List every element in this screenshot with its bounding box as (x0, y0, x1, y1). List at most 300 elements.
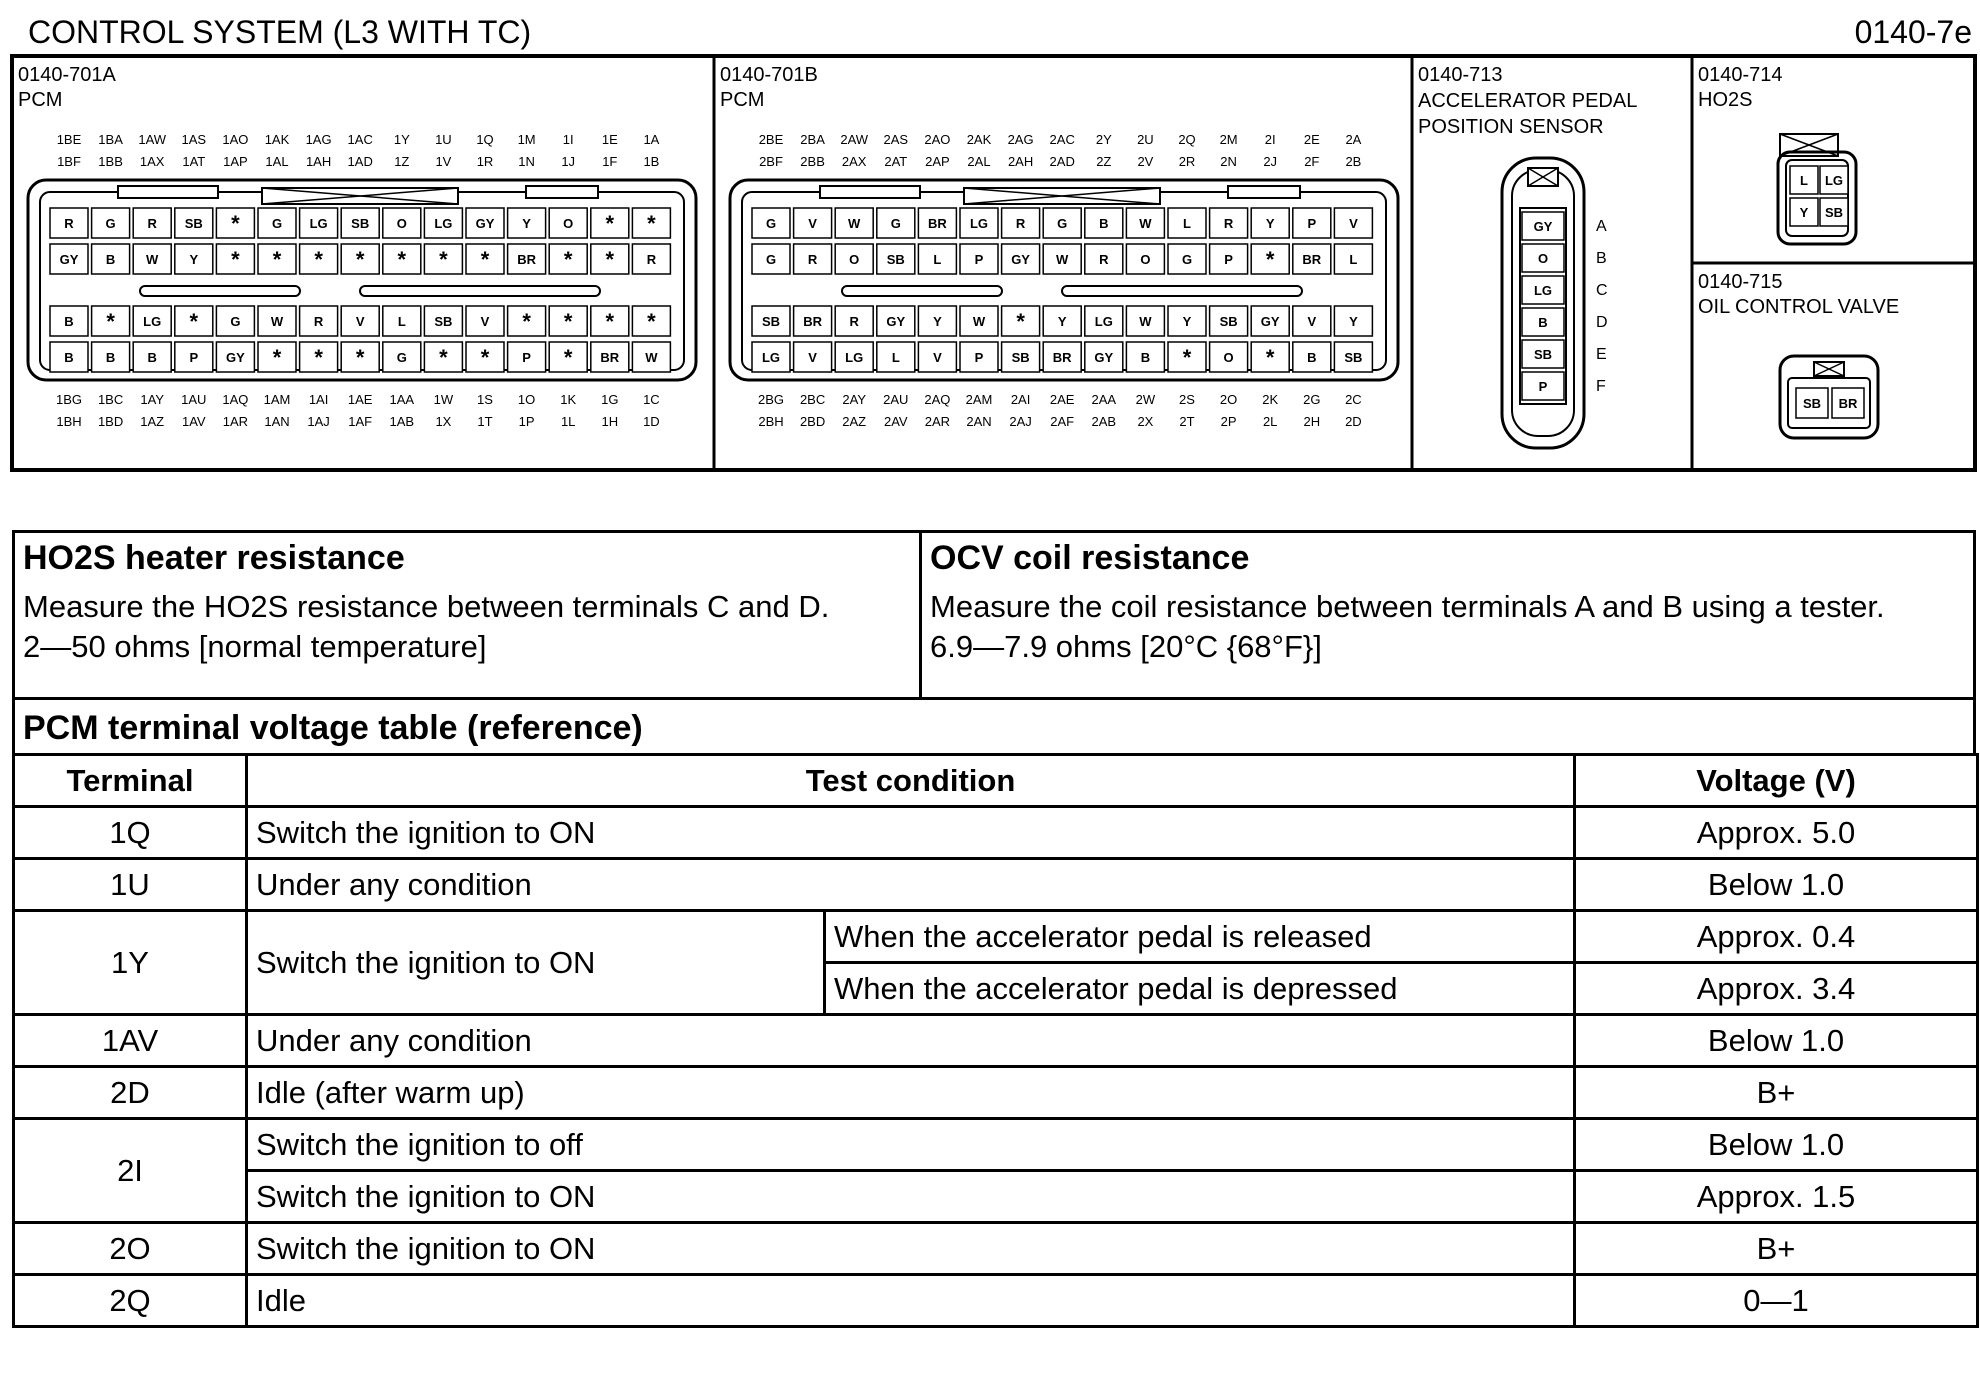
table-row (14, 859, 1978, 911)
ocv-info-line1: Measure the coil resistance between terminals A and B using a tester. (930, 589, 1885, 624)
pin-color-label: R (1099, 252, 1109, 267)
pin-color-label: LG (309, 216, 328, 231)
terminal-label: 1BE (56, 132, 82, 147)
pcm-a-name: PCM (18, 89, 63, 111)
voltage-table-title-box (12, 697, 1976, 756)
pin-color-label: G (1181, 252, 1193, 267)
pin-color-label: LG (1094, 314, 1113, 329)
condition-cell: Switch the ignition to ON (247, 807, 1575, 859)
pin-color-label: * (1182, 345, 1192, 370)
condition-cell: Switch the ignition to ON (247, 1223, 1575, 1275)
pin-color-label: * (1265, 345, 1275, 370)
pin-color-label: B (105, 350, 116, 365)
terminal-label: 2AS (883, 132, 909, 147)
terminal-label: 2D (1345, 414, 1362, 429)
condition-cell: Idle (247, 1275, 1575, 1327)
terminal-label: 2AI (1010, 392, 1031, 407)
pin-color-label: * (272, 345, 282, 370)
terminal-label: 1F (602, 154, 618, 169)
terminal-label: 2AD (1049, 154, 1075, 169)
pin-letter-label: D (1596, 314, 1608, 331)
voltage-cell: Approx. 1.5 (1575, 1171, 1978, 1223)
ocv-info-line2: 6.9—7.9 ohms [20°C {68°F}] (930, 629, 1322, 664)
terminal-label: 1AV (181, 414, 206, 429)
pin-color-label: O (1140, 252, 1151, 267)
terminal-label: 2AV (883, 414, 908, 429)
pin-color-label: O (563, 216, 574, 231)
pin-color-label: P (974, 350, 984, 365)
terminal-label: 2U (1137, 132, 1154, 147)
terminal-label: 2BC (799, 392, 826, 407)
terminal-label: 1BC (97, 392, 124, 407)
terminal-label: 1BA (98, 132, 123, 147)
terminal-label: 1AN (264, 414, 290, 429)
terminal-label: 1AP (223, 154, 248, 169)
pin-color-label: GY (1533, 219, 1553, 234)
page-title: CONTROL SYSTEM (L3 WITH TC) (28, 14, 532, 50)
pin-color-label: LG (845, 350, 864, 365)
terminal-label: 2H (1303, 414, 1321, 429)
terminal-label: 2E (1303, 132, 1320, 147)
terminal-label: 2Y (1095, 132, 1112, 147)
pin-color-label: * (563, 309, 573, 334)
col-terminal: Terminal (14, 755, 247, 807)
terminal-label: 1AT (182, 154, 206, 169)
pin-color-label: Y (933, 314, 942, 329)
pin-color-label: R (646, 252, 657, 267)
terminal-label: 2AK (966, 132, 992, 147)
terminal-label: 1AE (347, 392, 373, 407)
ocv-name: OIL CONTROL VALVE (1698, 296, 1900, 318)
terminal-label: 1AD (347, 154, 373, 169)
pin-color-label: G (765, 216, 777, 231)
terminal-label: 1O (517, 392, 536, 407)
terminal-label: 1A (643, 132, 660, 147)
terminal-label: 1Y (393, 132, 410, 147)
pin-color-label: P (974, 252, 984, 267)
terminal-label: 2BA (800, 132, 825, 147)
terminal-label: 2BD (799, 414, 826, 429)
pin-color-label: L (1800, 173, 1808, 188)
terminal-label: 2AX (841, 154, 867, 169)
table-row (14, 1275, 1978, 1327)
pin-color-label: B (105, 252, 116, 267)
ho2s-info-line1: Measure the HO2S resistance between terminals C and D. (23, 589, 830, 624)
terminal-label: 1W (433, 392, 454, 407)
pcm-b-name: PCM (720, 89, 765, 111)
condition-cell: Switch the ignition to ON (247, 911, 825, 1015)
pin-color-label: SB (886, 252, 905, 267)
pin-color-label: * (231, 211, 240, 236)
pin-color-label: * (605, 211, 615, 236)
terminal-label: 2F (1304, 154, 1320, 169)
terminal-label: 2L (1262, 414, 1278, 429)
terminal-label: 1AY (140, 392, 165, 407)
terminal-label: 2AW (840, 132, 869, 147)
pin-color-label: Y (189, 252, 199, 267)
terminal-label: 1BD (97, 414, 124, 429)
pin-color-label: * (355, 345, 365, 370)
terminal-label: 2BG (757, 392, 785, 407)
pin-color-label: V (480, 314, 490, 329)
voltage-table (12, 753, 1979, 1328)
terminal-label: 1N (518, 154, 535, 169)
pin-letter-label: E (1596, 346, 1607, 363)
table-row (14, 1119, 1978, 1171)
pin-color-label: W (146, 252, 159, 267)
app-sensor-name-2: POSITION SENSOR (1418, 116, 1604, 138)
terminal-label: 1AX (139, 154, 165, 169)
terminal-label: 2AY (842, 392, 867, 407)
pin-color-label: GY (475, 216, 495, 231)
pin-color-label: B (1140, 350, 1151, 365)
pin-color-label: * (272, 247, 282, 272)
terminal-label: 2AQ (924, 392, 951, 407)
ocv-info-box (919, 530, 1976, 700)
terminal-label: 1AH (305, 154, 332, 169)
pin-color-label: BR (1302, 252, 1322, 267)
pin-color-label: SB (1219, 314, 1238, 329)
pin-color-label: O (396, 216, 407, 231)
condition-cell: Switch the ignition to off (247, 1119, 1575, 1171)
terminal-label: 2N (1220, 154, 1237, 169)
terminal-label: 2AO (924, 132, 951, 147)
pin-color-label: V (933, 350, 942, 365)
pin-color-label: B (1538, 315, 1548, 330)
terminal-label: 1AK (264, 132, 290, 147)
terminal-label: 2I (1264, 132, 1276, 147)
condition-cell: Under any condition (247, 859, 1575, 911)
terminal-label: 1G (601, 392, 619, 407)
table-row (14, 1223, 1978, 1275)
pin-color-label: B (64, 350, 74, 365)
table-header-row (14, 755, 1978, 807)
terminal-label: 1AI (308, 392, 329, 407)
terminal-label: 2B (1345, 154, 1362, 169)
terminal-label: 1AZ (140, 414, 165, 429)
connector-diagram (0, 0, 1980, 480)
terminal-label: 2S (1179, 392, 1195, 407)
pin-color-label: * (314, 345, 323, 370)
terminal-label: 1AL (265, 154, 289, 169)
sub-condition-cell: When the accelerator pedal is depressed (825, 963, 1575, 1015)
terminal-label: 2M (1219, 132, 1238, 147)
terminal-label: 2J (1263, 154, 1278, 169)
pin-color-label: V (808, 350, 817, 365)
terminal-label: 2AJ (1009, 414, 1032, 429)
terminal-label: 2AM (965, 392, 993, 407)
pin-color-label: SB (1011, 350, 1030, 365)
condition-cell: Switch the ignition to ON (247, 1171, 1575, 1223)
pin-color-label: * (397, 247, 407, 272)
terminal-label: 2T (1179, 414, 1195, 429)
terminal-label: 1AM (263, 392, 291, 407)
terminal-label: 1C (643, 392, 660, 407)
pin-color-label: Y (1265, 216, 1275, 231)
terminal-label: 2X (1137, 414, 1154, 429)
pin-color-label: L (1183, 216, 1191, 231)
pin-color-label: O (849, 252, 860, 267)
pin-letter-label: A (1596, 218, 1607, 235)
table-row (14, 1171, 1978, 1223)
terminal-label: 2AE (1049, 392, 1075, 407)
voltage-cell: B+ (1575, 1223, 1978, 1275)
pin-color-label: G (765, 252, 777, 267)
terminal-label: 1BG (55, 392, 83, 407)
pin-color-label: LG (143, 314, 162, 329)
terminal-label: 1J (561, 154, 576, 169)
terminal-label: 2AT (884, 154, 908, 169)
terminal-label: 1AJ (307, 414, 330, 429)
pin-color-label: V (1349, 216, 1358, 231)
pin-color-label: * (231, 247, 240, 272)
pin-color-label: BR (803, 314, 822, 329)
pin-color-label: Y (1182, 314, 1192, 329)
terminal-label: 1AQ (222, 392, 249, 407)
terminal-cell: 2Q (14, 1275, 247, 1327)
terminal-label: 1Z (394, 154, 410, 169)
pin-color-label: BR (1838, 396, 1858, 411)
pin-color-label: * (1016, 309, 1025, 334)
terminal-label: 2AH (1007, 154, 1034, 169)
col-condition: Test condition (247, 755, 1575, 807)
pin-color-label: GY (1011, 252, 1030, 267)
pin-color-label: G (890, 216, 901, 231)
pin-color-label: Y (1349, 314, 1358, 329)
pin-color-label: * (563, 345, 573, 370)
terminal-label: 2P (1220, 414, 1237, 429)
pin-color-label: SB (1533, 347, 1553, 362)
terminal-label: 1U (435, 132, 452, 147)
terminal-cell: 2D (14, 1067, 247, 1119)
pin-color-label: V (1307, 314, 1317, 329)
terminal-label: 2BH (758, 414, 784, 429)
pin-color-label: W (270, 314, 284, 329)
pin-color-label: * (189, 309, 199, 334)
terminal-label: 1AC (347, 132, 373, 147)
pin-color-label: GY (226, 350, 245, 365)
pin-color-label: * (605, 247, 615, 272)
app-sensor-name-1: ACCELERATOR PEDAL (1418, 90, 1638, 112)
pin-color-label: * (563, 247, 573, 272)
terminal-label: 2AF (1050, 414, 1075, 429)
terminal-label: 2AN (966, 414, 992, 429)
pin-color-label: R (849, 314, 859, 329)
pin-color-label: LG (761, 350, 781, 365)
terminal-label: 2Z (1096, 154, 1112, 169)
terminal-cell: 2I (14, 1119, 247, 1223)
terminal-label: 2AZ (842, 414, 867, 429)
page-code: 0140-7e (1854, 14, 1972, 50)
pin-color-label: GY (59, 252, 79, 267)
ho2s-id: 0140-714 (1698, 64, 1783, 86)
pin-color-label: * (647, 211, 656, 236)
pin-color-label: GY (886, 314, 906, 329)
pin-color-label: * (106, 309, 115, 334)
pin-color-label: * (439, 247, 448, 272)
terminal-label: 1K (560, 392, 577, 407)
pcm-b-id: 0140-701B (720, 64, 818, 86)
pin-color-label: W (1139, 314, 1152, 329)
terminal-label: 2G (1303, 392, 1321, 407)
pin-color-label: LG (1533, 283, 1553, 298)
pin-color-label: BR (1052, 350, 1072, 365)
voltage-cell: Below 1.0 (1575, 1119, 1978, 1171)
terminal-label: 2AA (1091, 392, 1117, 407)
pin-color-label: Y (1799, 205, 1809, 220)
pin-color-label: B (1307, 350, 1317, 365)
condition-cell: Under any condition (247, 1015, 1575, 1067)
terminal-label: 1L (560, 414, 576, 429)
terminal-label: 2AL (967, 154, 991, 169)
pin-color-label: * (355, 247, 365, 272)
pin-color-label: V (808, 216, 817, 231)
pin-color-label: P (1307, 216, 1317, 231)
terminal-label: 1T (477, 414, 493, 429)
pin-color-label: * (605, 309, 615, 334)
pin-color-label: Y (1057, 314, 1067, 329)
voltage-cell: 0—1 (1575, 1275, 1978, 1327)
pin-color-label: R (313, 314, 324, 329)
terminal-label: 2O (1219, 392, 1238, 407)
table-row (14, 1067, 1978, 1119)
app-sensor-id: 0140-713 (1418, 64, 1503, 86)
sub-condition-cell: When the accelerator pedal is released (825, 911, 1575, 963)
pin-color-label: V (355, 314, 365, 329)
terminal-label: 1X (435, 414, 452, 429)
pin-color-label: O (1537, 251, 1549, 266)
voltage-table-title: PCM terminal voltage table (reference) (23, 709, 643, 747)
pin-color-label: O (1223, 350, 1234, 365)
terminal-label: 1AO (222, 132, 249, 147)
terminal-label: 2Q (1178, 132, 1196, 147)
ho2s-name: HO2S (1698, 89, 1753, 111)
pin-color-label: LG (1824, 173, 1844, 188)
terminal-label: 2W (1135, 392, 1156, 407)
terminal-cell: 1AV (14, 1015, 247, 1067)
col-voltage: Voltage (V) (1575, 755, 1978, 807)
pin-color-label: * (314, 247, 323, 272)
terminal-label: 1Q (476, 132, 494, 147)
terminal-cell: 1U (14, 859, 247, 911)
pin-color-label: B (147, 350, 157, 365)
voltage-cell: Approx. 0.4 (1575, 911, 1978, 963)
ho2s-info-line2: 2—50 ohms [normal temperature] (23, 629, 487, 664)
pin-color-label: G (230, 314, 241, 329)
terminal-label: 2C (1345, 392, 1362, 407)
terminal-label: 1AB (389, 414, 415, 429)
pin-color-label: LG (434, 216, 453, 231)
pin-color-label: L (1349, 252, 1358, 267)
pin-color-label: Y (522, 216, 531, 231)
pin-color-label: W (1139, 216, 1152, 231)
pin-color-label: * (647, 309, 656, 334)
pin-color-label: BR (928, 216, 947, 231)
pin-color-label: G (105, 216, 116, 231)
pin-color-label: * (522, 309, 531, 334)
pin-color-label: W (972, 314, 986, 329)
pin-color-label: R (1015, 216, 1026, 231)
pin-color-label: * (480, 247, 490, 272)
pin-color-label: L (397, 314, 406, 329)
terminal-label: 1I (562, 132, 574, 147)
voltage-cell: Approx. 5.0 (1575, 807, 1978, 859)
pin-color-label: SB (1344, 350, 1363, 365)
ho2s-info-box (12, 530, 922, 700)
terminal-label: 1AU (181, 392, 207, 407)
voltage-cell: Approx. 3.4 (1575, 963, 1978, 1015)
terminal-label: 1H (601, 414, 619, 429)
pin-color-label: R (807, 252, 818, 267)
terminal-label: 1AG (305, 132, 332, 147)
pin-color-label: P (1224, 252, 1233, 267)
terminal-label: 1R (476, 154, 494, 169)
terminal-label: 1D (643, 414, 660, 429)
ocv-id: 0140-715 (1698, 271, 1783, 293)
terminal-cell: 2O (14, 1223, 247, 1275)
voltage-cell: Below 1.0 (1575, 859, 1978, 911)
ocv-info-heading: OCV coil resistance (930, 539, 1250, 577)
table-row (14, 807, 1978, 859)
terminal-label: 1M (517, 132, 536, 147)
pin-color-label: BR (600, 350, 620, 365)
terminal-label: 2BE (758, 132, 784, 147)
pin-color-label: G (271, 216, 283, 231)
terminal-label: 1BH (56, 414, 82, 429)
terminal-label: 1BB (98, 154, 123, 169)
voltage-cell: B+ (1575, 1067, 1978, 1119)
pin-color-label: * (1265, 247, 1275, 272)
pin-color-label: LG (969, 216, 989, 231)
condition-cell: Idle (after warm up) (247, 1067, 1575, 1119)
table-row (14, 1015, 1978, 1067)
pin-color-label: G (1057, 216, 1068, 231)
pin-letter-label: C (1596, 282, 1608, 299)
pin-letter-label: B (1596, 250, 1607, 267)
pin-color-label: SB (351, 216, 370, 231)
terminal-label: 2V (1137, 154, 1154, 169)
pin-color-label: R (1223, 216, 1234, 231)
pin-color-label: SB (184, 216, 203, 231)
pin-color-label: B (1099, 216, 1109, 231)
pin-color-label: SB (761, 314, 781, 329)
pin-color-label: SB (434, 314, 453, 329)
terminal-label: 2AU (883, 392, 909, 407)
terminal-label: 2BB (800, 154, 825, 169)
pin-color-label: SB (1824, 205, 1844, 220)
terminal-label: 2BF (759, 154, 783, 169)
terminal-label: 2K (1262, 392, 1279, 407)
terminal-cell: 1Q (14, 807, 247, 859)
pin-color-label: BR (517, 252, 536, 267)
pin-color-label: P (1538, 379, 1548, 394)
terminal-label: 1AW (138, 132, 167, 147)
pin-color-label: P (522, 350, 531, 365)
terminal-label: 1AR (222, 414, 249, 429)
pin-color-label: P (189, 350, 199, 365)
terminal-label: 1E (601, 132, 618, 147)
pin-color-label: * (480, 345, 490, 370)
terminal-label: 2AG (1007, 132, 1034, 147)
terminal-label: 1S (477, 392, 493, 407)
terminal-label: 1AA (389, 392, 415, 407)
terminal-label: 2AB (1091, 414, 1117, 429)
pcm-a-id: 0140-701A (18, 64, 116, 86)
terminal-label: 1B (643, 154, 660, 169)
pin-color-label: SB (1802, 396, 1822, 411)
pin-color-label: GY (1094, 350, 1114, 365)
pin-color-label: G (396, 350, 407, 365)
